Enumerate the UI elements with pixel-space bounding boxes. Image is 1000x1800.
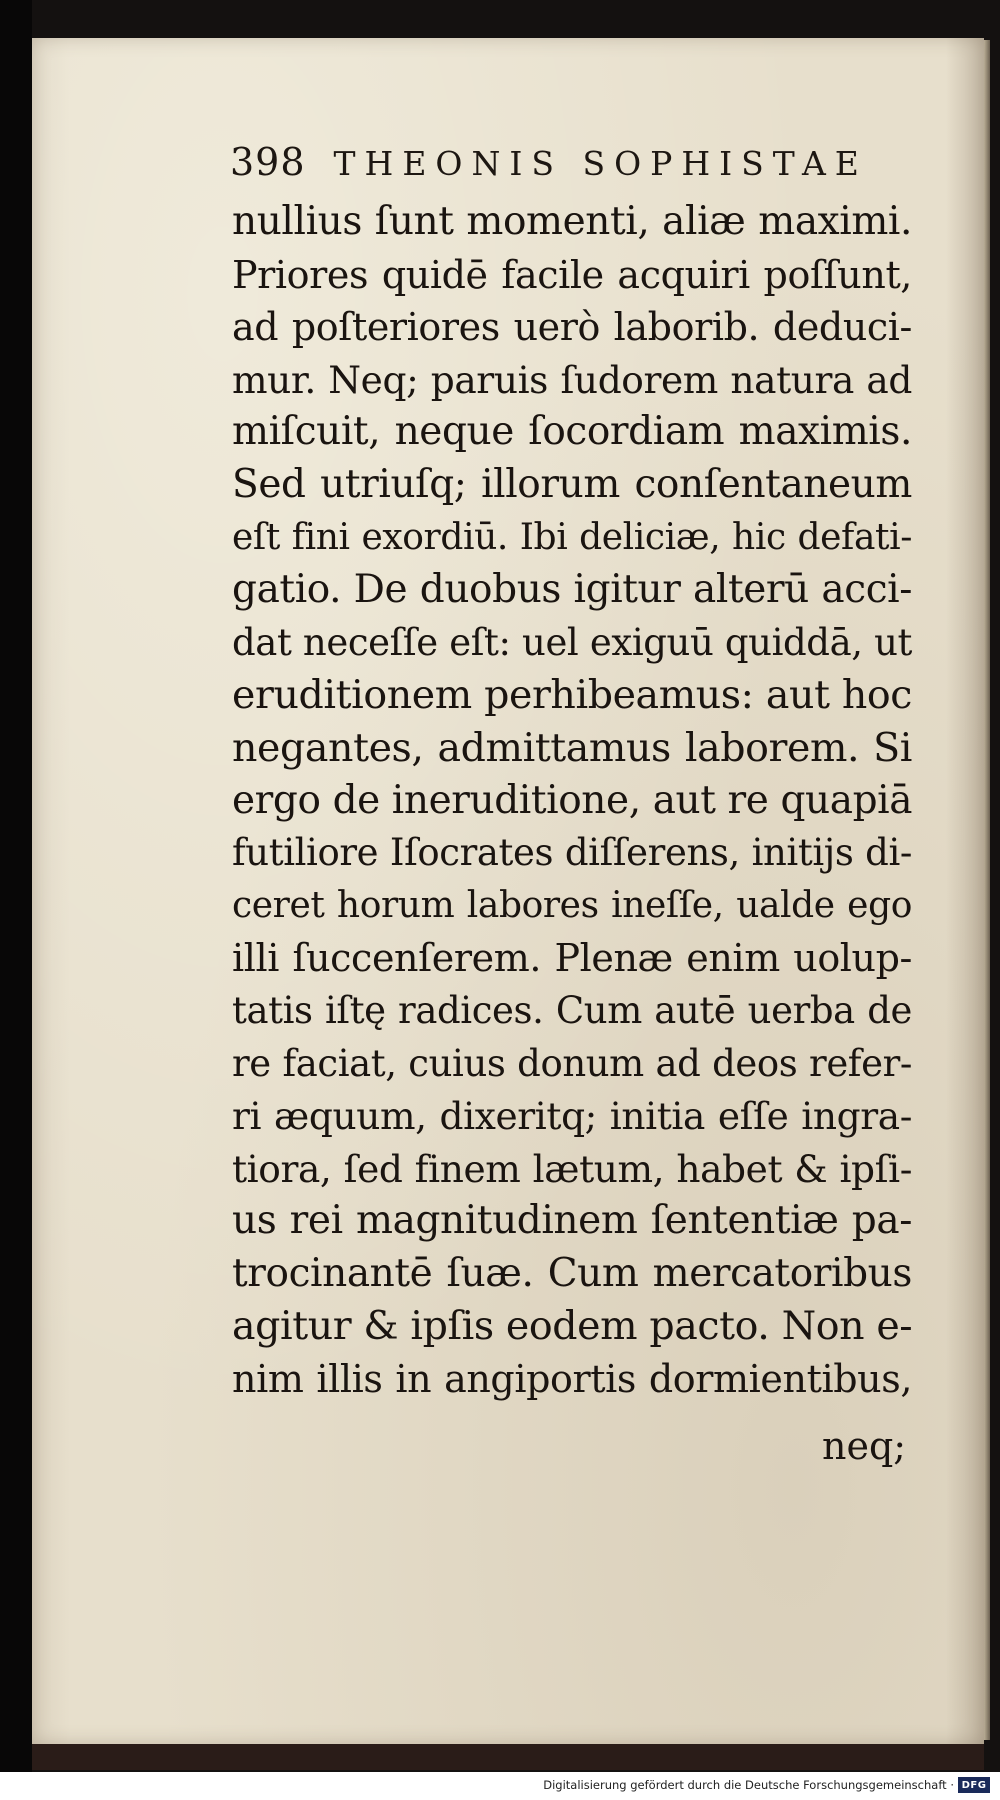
text-line: us rei magnitudinem ſententiæ pa- <box>232 1198 912 1244</box>
text-line: tiora, ſed finem lætum, habet & ipſi- <box>232 1146 912 1191</box>
text-line: ri æquum, dixeritq; initia eſſe ingra- <box>232 1094 912 1139</box>
text-line: gatio. De duobus igitur alterū acci- <box>232 567 912 613</box>
page-number: 398 <box>230 140 306 184</box>
text-line: ceret horum labores ineſſe, ualde ego <box>232 884 912 926</box>
page-edge <box>984 40 990 1740</box>
text-line: ergo de ineruditione, aut re quapiā <box>232 777 913 823</box>
text-line: eruditionem perhibeamus: aut hoc <box>232 672 912 719</box>
text-line: tatis iſtę radices. Cum autē uerba de <box>232 988 912 1032</box>
dfg-logo: DFG <box>958 1777 990 1793</box>
text-line: Priores quidē facile acquiri poſſunt, <box>232 252 912 297</box>
digitization-footer <box>0 1772 1000 1800</box>
text-line: eſt fini exordiū. Ibi deliciæ, hic defati- <box>232 516 912 558</box>
text-line: illi ſuccenſerem. Plenæ enim uolup- <box>232 936 912 981</box>
text-line: negantes, admittamus laborem. Si <box>232 724 912 771</box>
text-line: mur. Neq; paruis ſudorem natura ad <box>232 357 912 402</box>
text-line: futiliore Iſocrates diſſerens, initijs di- <box>232 831 912 875</box>
text-line: dat neceſſe eſt: uel exiguū quiddā, ut <box>232 620 912 664</box>
book-spine-shadow <box>0 0 32 1800</box>
text-line: agitur & ipſis eodem pacto. Non e- <box>232 1303 913 1350</box>
catchword: neq; <box>822 1424 907 1468</box>
text-line: trocinantē ſuæ. Cum mercatoribus <box>232 1250 912 1296</box>
text-line: Sed utriuſq; illorum conſentaneum <box>232 461 912 507</box>
text-line: ad poſteriores uerò laborib. deduci- <box>232 305 912 350</box>
text-line: miſcuit, neque ſocordiam maximis. <box>232 409 912 455</box>
text-line: re faciat, cuius donum ad deos refer- <box>232 1041 912 1085</box>
page-bottom-edge <box>32 1744 984 1770</box>
funding-credit: Digitalisierung gefördert durch die Deutsche Forschungsgemeinschaft · <box>543 1778 954 1792</box>
text-line: nullius ſunt momenti, aliæ maximi. <box>232 199 912 244</box>
body-text <box>232 196 912 1406</box>
running-head-title: THEONIS SOPHISTAE <box>333 144 868 183</box>
running-head <box>230 140 890 184</box>
text-line: nim illis in angiportis dormientibus, <box>232 1357 912 1402</box>
